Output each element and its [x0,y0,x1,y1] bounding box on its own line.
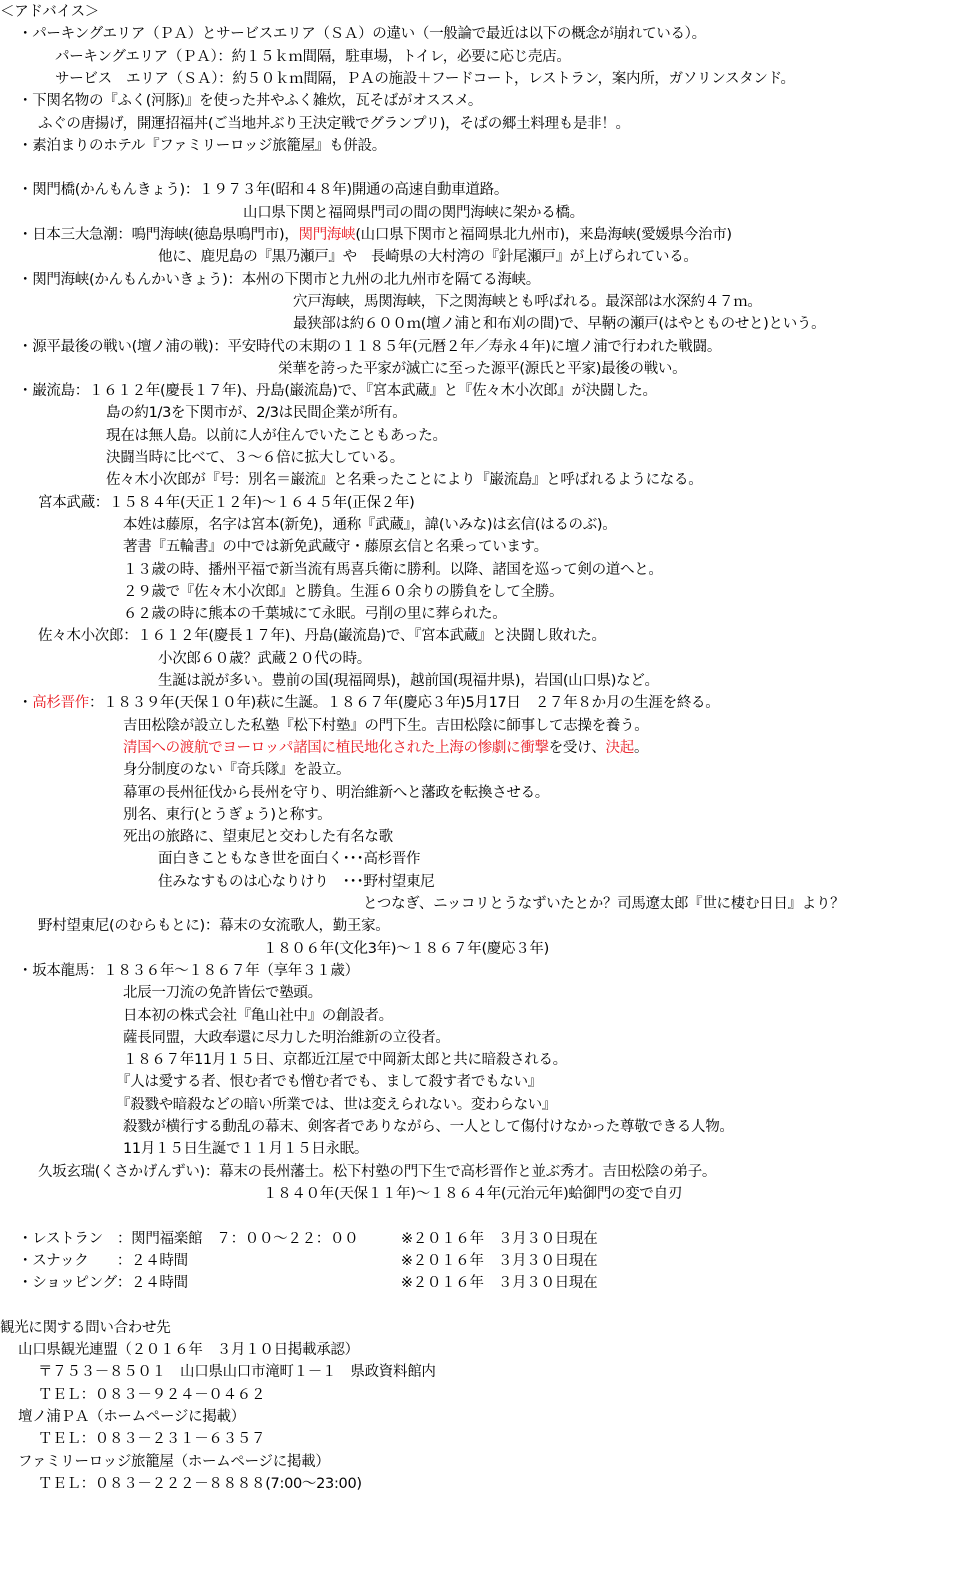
text-segment: 著書『五輪書』の中では新免武蔵守・藤原玄信と名乗っています。 [123,539,548,556]
text-segment: ファミリーロッジ旅籠屋（ホームページに掲載） [18,1453,330,1470]
text-segment: とつなぎ、ニッコリとうなずいたとか？司馬遼太郎『世に棲む日日』より？ [363,896,845,912]
text-segment: ・素泊まりのホテル『ファミリーロッジ旅籠屋』も併設。 [18,137,386,154]
text-segment: 山口県観光連盟（２０１６年 ３月１０日掲載承認） [18,1342,359,1358]
text-segment: 別名、東行(とうぎょう)と称す。 [123,806,332,823]
text-line [18,135,386,157]
text-segment: 宮本武蔵：１５８４年(天正１２年)～１６４５年(正保２年) [38,494,415,511]
text-segment: 身分制度のない『奇兵隊』を設立。 [123,762,351,779]
text-line [18,90,482,112]
text-segment: ２９歳で『佐々木小次郎』と勝負。生涯６０余りの勝負をして全勝。 [123,583,564,600]
text-segment: 。 [633,739,649,756]
text-line [38,1361,436,1383]
text-segment: ・坂本龍馬：１８３６年～１８６７年（享年３１歳） [18,962,359,979]
text-segment: 『人は愛する者、恨む者でも憎む者でも、まして殺す者でもない』 [116,1074,542,1091]
text-line [123,1138,368,1160]
text-segment: ・スナック ：２４時間 ※２０１６年 ３月３０日現在 [18,1252,598,1269]
text-segment: ：１８３９年(天保１０年)萩に生誕。１８６７年(慶応３年)5月17日 ２７年８か月の生涯を終る。 [89,695,720,712]
text-segment: 他に、鹿児島の『黒乃瀬戸』や 長崎県の大村湾の『針尾瀬戸』が上げられている。 [158,249,698,266]
text-line [18,1339,359,1361]
text-segment: ６２歳の時に熊本の千葉城にて永眠。弓削の里に葬られた。 [123,606,507,623]
text-line [18,179,508,201]
text-segment: ふぐの唐揚げ，開運招福丼(ご当地丼ぶり王決定戦でグランプリ)，そばの郷土料理も是非！。 [38,115,630,132]
text-line [106,425,447,447]
text-line [123,715,648,737]
text-segment: 佐々木小次郎が『号：別名＝巌流』と名乗ったことにより『巌流島』と呼ばれるようになる。 [106,472,703,489]
text-line [38,492,414,514]
text-segment: 住みなすものは心なりけり ･･･野村望東尼 [158,873,435,890]
text-segment: 久坂玄瑞(くさかげんずい)：幕末の長州藩士。松下村塾の門下生で高杉晋作と並ぶ秀才。吉田松陰の弟子。 [38,1163,717,1180]
text-line [278,358,686,380]
text-line [38,1161,716,1183]
text-segment: 現在は無人島。以前に人が住んでいたこともあった。 [106,427,447,444]
text-line [55,46,571,68]
text-line [38,1473,362,1495]
text-segment: 山口県下関と福岡県門司の間の関門海峡に架かる橋。 [243,204,584,221]
text-line [18,269,540,291]
text-line [38,1384,265,1406]
text-line [106,447,404,469]
text-line [293,291,762,313]
text-segment: ＴＥＬ：０８３－９２４－０４６２ [38,1386,266,1403]
text-line [123,804,331,826]
text-segment: ・ショッピング：２４時間 ※２０１６年 ３月３０日現在 [18,1275,598,1292]
text-segment: 生誕は説が多い。豊前の国(現福岡県)，越前国(現福井県)，岩国(山口県)など。 [158,673,659,689]
text-segment: 日本初の株式会社『亀山社中』の創設者。 [123,1007,393,1024]
text-segment: 薩長同盟，大政奉還に尽力した明治維新の立役者。 [123,1029,450,1046]
text-line [18,336,721,358]
text-segment: １８６７年11月１５日、京都近江屋で中岡新太郎と共に暗殺される。 [123,1052,567,1069]
text-line [123,826,393,848]
text-segment: ＜アドバイス＞ [0,4,99,20]
text-segment: 〒７５３－８５０１ 山口県山口市滝町１－１ 県政資料館内 [38,1364,436,1381]
text-segment: 小次郎６０歳？武蔵２０代の時。 [158,650,371,667]
text-segment: ・源平最後の戦い(壇ノ浦の戦)：平安時代の末期の１１８５年(元暦２年／寿永４年)に壇ノ浦で行われた戦闘。 [18,338,722,355]
text-segment: を受け、 [548,739,606,756]
text-line [123,737,648,759]
text-line [38,113,630,135]
text-line [18,1250,597,1272]
text-segment: １８４０年(天保１１年)～１８６４年(元治元年)蛤御門の変で自刃 [263,1185,683,1202]
text-line [18,23,706,45]
text-segment: 11月１５日生誕で１１月１５日永眠。 [123,1141,369,1158]
text-line [363,893,844,915]
text-line [18,224,732,246]
text-segment: 穴戸海峡，馬関海峡，下之関海峡とも呼ばれる。最深部は水深約４７ｍ。 [293,293,762,310]
text-segment: 島の約1/3を下関市が、2/3は民間企業が所有。 [106,405,407,422]
text-line [18,1451,330,1473]
text-line [123,982,322,1004]
text-segment: 栄華を誇った平家が滅亡に至った源平(源氏と平家)最後の戦い。 [278,360,687,377]
text-line [123,514,617,536]
text-line [18,380,657,402]
text-line [293,313,825,335]
text-segment: ・レストラン ：関門福楽館 ７：００～２２：００ ※２０１６年 ３月３０日現在 [18,1230,598,1247]
text-segment: 決闘当時に比べて、３～６倍に拡大している。 [106,450,404,466]
text-line [116,1071,542,1093]
text-segment: １８０６年(文化3年)～１８６７年(慶応３年) [263,940,549,957]
text-segment: ＴＥＬ：０８３－２２２－８８８８(7:00～23:00) [38,1475,362,1492]
text-line [263,1183,682,1205]
text-segment: 野村望東尼(のむらもとに)：幕末の女流歌人，勤王家。 [38,918,390,935]
text-segment: 北辰一刀流の免許皆伝で塾頭。 [123,985,322,1002]
highlighted-text: 関門海峡 [298,227,356,243]
text-segment: ・パーキングエリア（ＰＡ）とサービスエリア（ＳＡ）の違い（一般論で最近は以下の概念が崩れている）。 [18,26,706,43]
text-line [18,960,359,982]
text-line [55,68,795,90]
text-line [116,1094,556,1116]
text-line [123,536,548,558]
text-line [123,759,350,781]
text-line [158,246,698,268]
text-segment: 死出の旅路に、望東尼と交わした有名な歌 [123,829,393,846]
text-segment: ＴＥＬ：０８３－２３１－６３５７ [38,1431,266,1448]
text-line [158,670,659,692]
text-segment: 壇ノ浦ＰＡ（ホームページに掲載） [18,1408,245,1425]
text-line [18,1272,597,1294]
text-line [123,1005,393,1027]
text-line [106,402,406,424]
text-segment: 佐々木小次郎：１６１２年(慶長１７年)、丹島(巌流島)で、『宮本武蔵』と決闘し敗れた。 [38,628,606,645]
text-line [123,782,549,804]
text-segment: １３歳の時、播州平福で新当流有馬喜兵衛に勝利。以降、諸国を巡って剣の道へと。 [123,561,663,578]
highlighted-text: 高杉晋作 [32,695,90,712]
text-line [158,848,420,870]
text-segment: 殺戮が横行する動乱の幕末、剣客者でありながら、一人として傷付けなかった尊敬できる人物。 [123,1119,734,1135]
text-segment: 幕軍の長州征伐から長州を守り、明治維新へと藩政を転換させる。 [123,784,549,801]
text-line [123,559,663,581]
text-line [123,1027,450,1049]
text-line [158,871,434,893]
text-line [123,603,506,625]
text-segment: パーキングエリア（ＰＡ）：約１５ｋｍ間隔，駐車場，トイレ，必要に応じ売店。 [55,48,571,65]
text-line [243,202,584,224]
text-segment: 吉田松陰が設立した私塾『松下村塾』の門下生。吉田松陰に師事して志操を養う。 [123,717,649,734]
highlighted-text: 清国への渡航でヨーロッパ諸国に植民地化された上海の惨劇に衝撃 [123,739,549,756]
text-line [0,1,99,23]
text-segment: サービス エリア（ＳＡ）：約５０ｋｍ間隔，ＰＡの施設＋フードコート，レストラン，案内所，ガソリンスタンド。 [55,70,795,87]
text-segment: ・関門橋(かんもんきょう)：１９７３年(昭和４８年)開通の高速自動車道路。 [18,182,509,199]
text-line [18,1228,597,1250]
text-segment: (山口県下関市と福岡県北九州市)，来島海峡(愛媛県今治市) [355,227,732,243]
text-segment: 本姓は藤原，名字は宮本(新免)，通称『武蔵』，諱(いみな)は玄信(はるのぶ)。 [123,516,617,533]
text-line [0,1317,170,1339]
text-line [38,625,606,647]
text-segment: ・関門海峡(かんもんかいきょう)：本州の下関市と九州の北九州市を隔てる海峡。 [18,271,540,288]
text-segment: ・巌流島：１６１２年(慶長１７年)、丹島(巌流島)で、『宮本武蔵』と『佐々木小次郎』が決闘した。 [18,383,657,400]
text-segment: ・ [18,695,33,712]
text-line [123,581,563,603]
text-segment: ・下関名物の『ふく(河豚)』を使った丼やふく雑炊，瓦そばがオススメ。 [18,93,483,110]
text-line [38,1428,265,1450]
text-line [123,1116,734,1138]
text-segment: 最狭部は約６００ｍ(壇ノ浦と和布刈の間)で、早鞆の瀬戸(はやとものせと)という。 [293,316,826,333]
text-line [18,692,719,714]
text-line [38,915,390,937]
text-line [18,1406,245,1428]
text-line [123,1049,567,1071]
text-line [158,648,371,670]
text-line [106,469,702,491]
text-segment: 面白きこともなき世を面白く･･･高杉晋作 [158,851,421,868]
highlighted-text: 決起 [605,739,634,756]
text-segment: 観光に関する問い合わせ先 [0,1319,171,1336]
text-segment: 『殺戮や暗殺などの暗い所業では、世は変えられない。変わらない』 [116,1096,557,1113]
text-line [263,938,549,960]
text-segment: ・日本三大急潮：鳴門海峡(徳島県鳴門市)， [18,227,299,243]
